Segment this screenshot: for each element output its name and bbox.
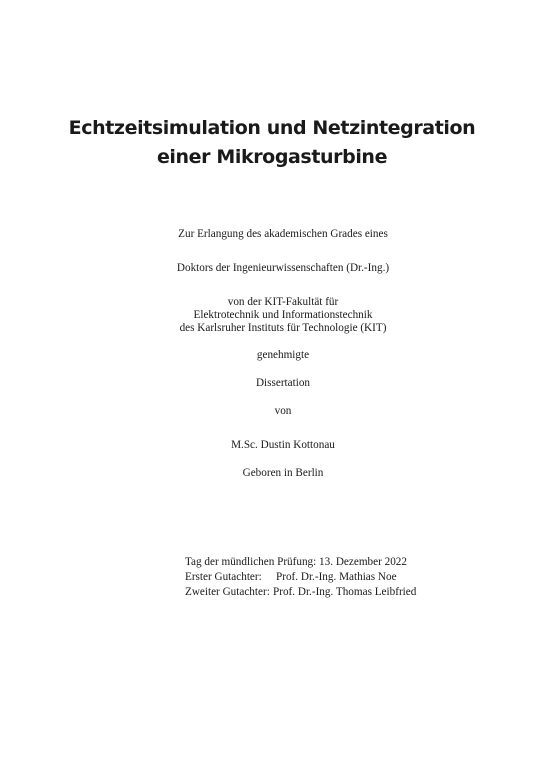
purpose-text: Zur Erlangung des akademischen Grades eines [178,228,388,240]
first-referee-label: Erster Gutachter: [185,571,262,583]
faculty-name-text: Elektrotechnik und Informationstechnik [193,309,373,321]
approved-text: genehmigte [256,349,310,361]
doc-type-text: Dissertation [255,377,311,389]
author-name: M.Sc. Dustin Kottonau [231,439,335,451]
faculty-intro-text: von der KIT-Fakultät für [227,296,339,308]
oral-exam-date: Tag der mündlichen Prüfung: 13. Dezember 2022 [185,556,407,568]
first-referee-row [185,571,397,583]
second-referee-name: Prof. Dr.-Ing. Thomas Leibfried [273,586,417,598]
institution-text: des Karlsruher Instituts für Technologie (KIT) [179,322,387,334]
degree-text: Doktors der Ingenieurwissenschaften (Dr.-Ing.) [176,262,390,274]
second-referee-row [185,586,416,598]
birthplace-text: Geboren in Berlin [242,467,324,479]
second-referee-label: Zweiter Gutachter: [185,586,270,598]
by-text: von [274,405,292,417]
thesis-title-line-2: einer Mikrogasturbine [156,146,388,168]
thesis-title-line-1: Echtzeitsimulation und Netzintegration [68,117,476,139]
first-referee-name: Prof. Dr.-Ing. Mathias Noe [276,571,397,583]
